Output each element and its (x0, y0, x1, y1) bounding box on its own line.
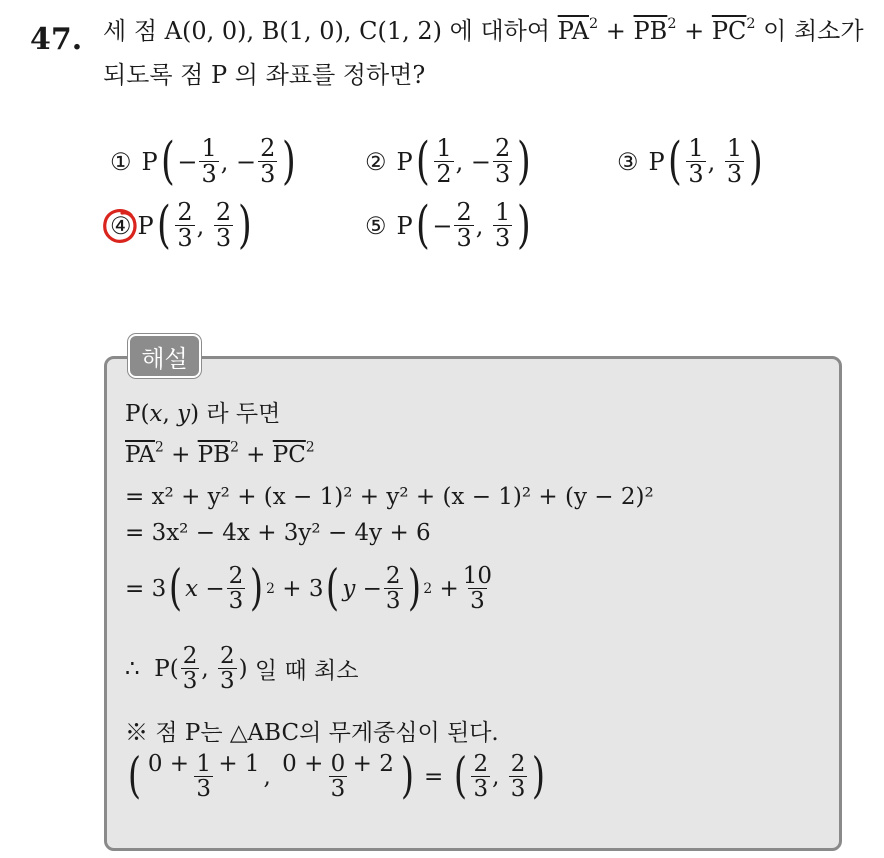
fraction: $\frac{1}{3}$ (688, 134, 704, 189)
question-suffix: 이 최소가 (763, 17, 864, 45)
fraction: $\frac{2}{3}$ (177, 198, 193, 253)
solution-line-4: = 3x² − 4x + 3y² − 4y + 6 (125, 520, 431, 546)
fraction: $\frac{1}{3}$ (726, 134, 743, 189)
solution-line-1: P(x, y) 라 두면 (125, 401, 281, 427)
segment-pa: $\overline{PA}$ (557, 17, 589, 45)
selected-answer-circle-icon (101, 207, 139, 245)
segment-pc: $\overline{PC}$ (711, 17, 747, 45)
solution-line-8: ( $\frac{0 + 1 + 1}{3}$ , $\frac{0 + 0 + 2}{3}$ ) = ( $\frac{2}{3}$ , $\frac{2}{3}$ ) (127, 748, 546, 805)
solution-line-2: $\overline{PA}^2 + \overline{PB}^2 + \overline{PC}^2$ (125, 439, 315, 468)
fraction: $\frac{2}{3}$ (260, 134, 276, 189)
fraction: $\frac{2}{3}$ (215, 198, 232, 253)
fraction: $\frac{1}{2}$ (436, 134, 452, 189)
question-number: 47. (30, 22, 83, 57)
option-2[interactable]: ② P ( $\frac{1}{2}$ , − $\frac{2}{3}$ ) (365, 131, 532, 191)
solution-line-3: = x² + y² + (x − 1)² + y² + (x − 1)² + (y − 2)² (125, 484, 654, 510)
option-5[interactable]: ⑤ P ( − $\frac{2}{3}$ , $\frac{1}{3}$ ) (365, 195, 532, 255)
solution-line-5: = 3 ( x − $\frac{2}{3}$ ) 2 + 3 ( y − $\frac{2}{3}$ ) 2 + $\frac{10}{3}$ (125, 560, 493, 617)
solution-line-6: ∴ P( $\frac{2}{3}$ , $\frac{2}{3}$ ) 일 때 최소 (125, 643, 359, 695)
option-mark: ⑤ (365, 211, 387, 240)
option-3[interactable]: ③ P ( $\frac{1}{3}$ , $\frac{1}{3}$ ) (617, 131, 763, 191)
solution-line-7: ※ 점 P는 △ABC의 무게중심이 된다. (125, 720, 499, 746)
fraction: $\frac{1}{3}$ (201, 134, 217, 189)
option-mark: ③ (617, 147, 639, 176)
fraction: $\frac{1}{3}$ (495, 198, 511, 253)
option-mark: ① (110, 147, 132, 176)
solution-tag: 해설 (128, 334, 201, 378)
question-line-2: 되도록 점 P 의 좌표를 정하면? (103, 61, 426, 89)
option-4[interactable]: ④ P ( $\frac{2}{3}$ , $\frac{2}{3}$ ) (110, 195, 252, 255)
question-condition: 세 점 A(0, 0), B(1, 0), C(1, 2) 에 대하여 (103, 17, 551, 45)
fraction: $\frac{2}{3}$ (495, 134, 511, 189)
fraction: $\frac{2}{3}$ (456, 198, 472, 253)
segment-pb: $\overline{PB}$ (633, 17, 668, 45)
option-1[interactable]: ① P ( − $\frac{1}{3}$ , − $\frac{2}{3}$ ) (110, 131, 297, 191)
question-line-1: 세 점 A(0, 0), B(1, 0), C(1, 2) 에 대하여 $\overline{PA}^2 + \overline{PB}^2 + \overline{PC}^2$ 이 최소가 (103, 16, 864, 45)
option-mark: ④ (110, 211, 132, 240)
option-mark: ② (365, 147, 387, 176)
